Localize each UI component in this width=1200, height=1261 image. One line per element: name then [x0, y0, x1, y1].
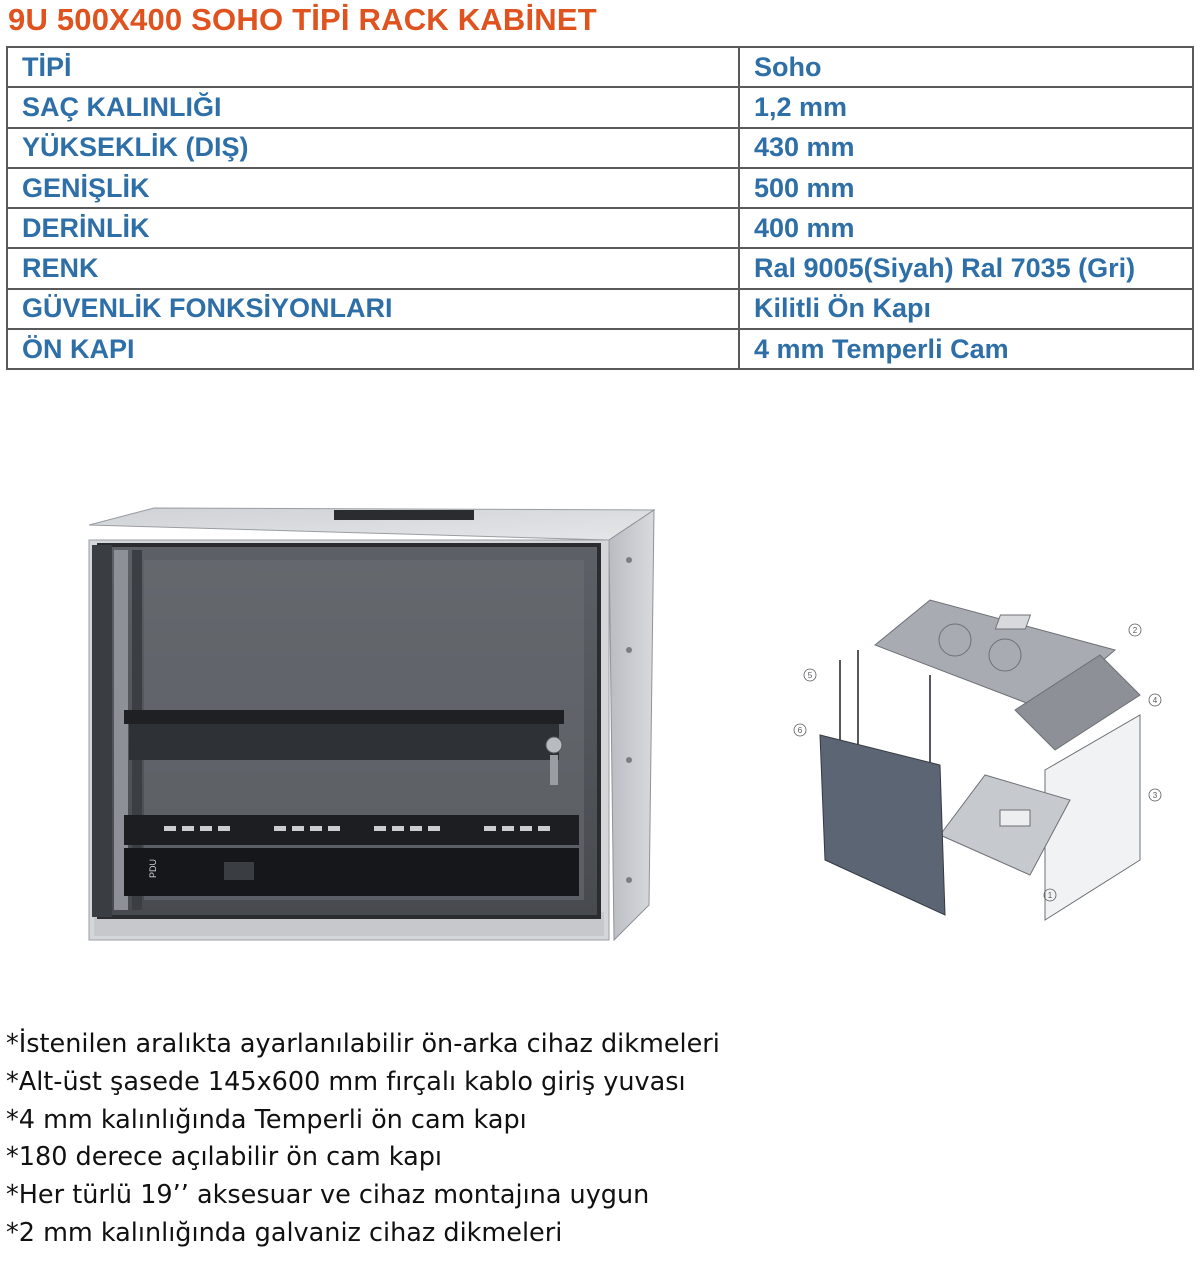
callout-label: 5: [807, 671, 813, 680]
table-row: [7, 329, 1193, 369]
spec-label: SAÇ KALINLIĞI: [7, 87, 739, 127]
spec-label: DERİNLİK: [7, 208, 739, 248]
spec-label: TİPİ: [7, 47, 739, 87]
spec-label: YÜKSEKLİK (DIŞ): [7, 128, 739, 168]
spec-value: 4 mm Temperli Cam: [739, 329, 1193, 369]
spec-label: ÖN KAPI: [7, 329, 739, 369]
spec-table: [6, 46, 1194, 370]
spec-value: Kilitli Ön Kapı: [739, 289, 1193, 329]
spec-value: 400 mm: [739, 208, 1193, 248]
feature-item: *İstenilen aralıkta ayarlanılabilir ön-arka cihaz dikmeleri: [6, 1029, 720, 1059]
callout-label: 4: [1152, 696, 1158, 705]
table-row: [7, 248, 1193, 288]
table-row: [7, 128, 1193, 168]
table-row: [7, 47, 1193, 87]
callout-label: 2: [1132, 626, 1138, 635]
feature-list: [6, 1026, 720, 1253]
feature-item: *Her türlü 19’’ aksesuar ve cihaz montajına uygun: [6, 1180, 650, 1211]
spec-label: GÜVENLİK FONKSİYONLARI: [7, 289, 739, 329]
spec-value: Soho: [739, 47, 1193, 87]
pdu-label: PDU: [148, 858, 158, 878]
feature-item: *4 mm kalınlığında Temperli ön cam kapı: [6, 1104, 527, 1135]
feature-item: *Alt-üst şasede 145x600 mm fırçalı kablo giriş yuvası: [6, 1066, 686, 1097]
feature-item: *2 mm kalınlığında galvaniz cihaz dikmeleri: [6, 1217, 563, 1248]
spec-value: 430 mm: [739, 128, 1193, 168]
table-row: [7, 289, 1193, 329]
callout-label: 1: [1047, 891, 1053, 900]
rack-cabinet-photo: [84, 500, 664, 950]
table-row: [7, 208, 1193, 248]
feature-item: *180 derece açılabilir ön cam kapı: [6, 1142, 442, 1173]
spec-value: Ral 9005(Siyah) Ral 7035 (Gri): [739, 248, 1193, 288]
callout-label: 6: [797, 726, 803, 735]
exploded-diagram: [780, 575, 1170, 935]
page-title: 9U 500X400 SOHO TİPİ RACK KABİNET: [8, 2, 597, 37]
spec-label: GENİŞLİK: [7, 168, 739, 208]
callout-label: 3: [1152, 791, 1158, 800]
table-row: [7, 87, 1193, 127]
table-row: [7, 168, 1193, 208]
spec-value: 500 mm: [739, 168, 1193, 208]
spec-value: 1,2 mm: [739, 87, 1193, 127]
spec-label: RENK: [7, 248, 739, 288]
